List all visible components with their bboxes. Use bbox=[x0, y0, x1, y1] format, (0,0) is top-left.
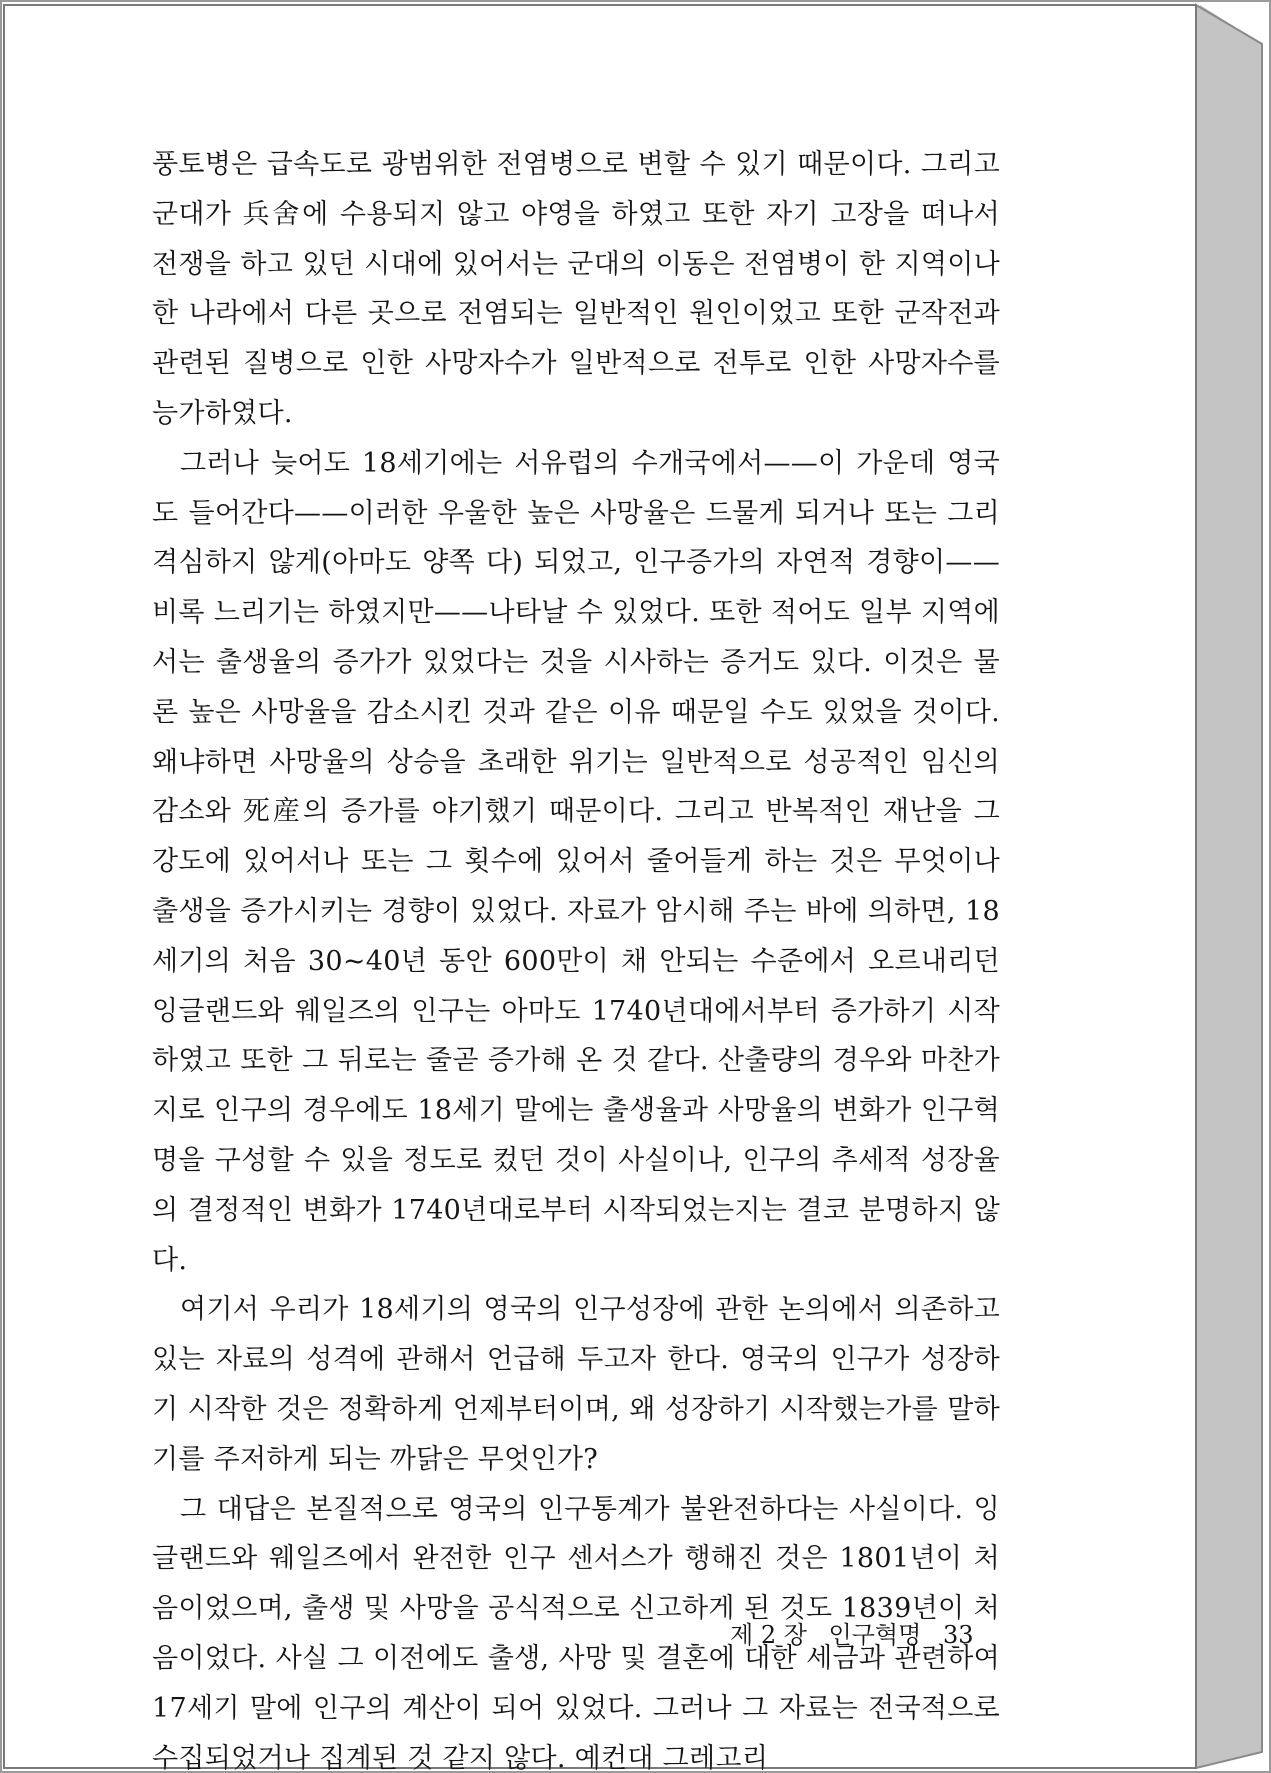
paragraph-3: 여기서 우리가 18세기의 영국의 인구성장에 관한 논의에서 의존하고 있는 자료의 성격에 관해서 언급해 두고자 한다. 영국의 인구가 성장하기 시작한 것은 정확하게 언제부터이며, 왜 성장하기 시작했는가를 말하기를 주저하게 되는 까닭은 무엇인가? bbox=[152, 1294, 1000, 1475]
book-side-edge bbox=[1196, 5, 1262, 1768]
paragraph-1: 풍토병은 급속도로 광범위한 전염병으로 변할 수 있기 때문이다. 그리고 군대가 兵舍에 수용되지 않고 야영을 하였고 또한 자기 고장을 떠나서 전쟁을 하고 있던 시대에 있어서는 군대의 이동은 전염병이 한 지역이나 한 나라에서 다른 곳으로 전염되는 일반적인 원인이었고 또한 군작전과 관련된 질병으로 인한 사망자수가 일반적으로 전투로 인한 사망자수를 능가하였다. bbox=[152, 149, 1000, 429]
page-footer bbox=[730, 1615, 974, 1650]
paragraph-2: 그러나 늦어도 18세기에는 서유럽의 수개국에서——이 가운데 영국도 들어간다——이러한 우울한 높은 사망율은 드물게 되거나 또는 그리 격심하지 않게(아마도 양쪽 다) 되었고, 인구증가의 자연적 경향이——비록 느리기는 하였지만——나타날 수 있었다. 또한 적어도 일부 지역에서는 출생율의 증가가 있었다는 것을 시사하는 증거도 있다. 이것은 물론 높은 사망율을 감소시킨 것과 같은 이유 때문일 수도 있었을 것이다. 왜냐하면 사망율의 상승을 초래한 위기는 일반적으로 성공적인 임신의 감소와 死産의 증가를 야기했기 때문이다. 그리고 반복적인 재난을 그 강도에 있어서나 또는 그 횟수에 있어서 줄어들게 하는 것은 무엇이나 출생을 증가시키는 경향이 있었다. 자료가 암시해 주는 바에 의하면, 18세기의 처음 30~40년 동안 600만이 채 안되는 수준에서 오르내리던 잉글랜드와 웨일즈의 인구는 아마도 1740년대에서부터 증가하기 시작하였고 또한 그 뒤로는 줄곧 증가해 온 것 같다. 산출량의 경우와 마찬가지로 인구의 경우에도 18세기 말에는 출생율과 사망율의 변화가 인구혁명을 구성할 수 있을 정도로 컸던 것이 사실이나, 인구의 추세적 성장율의 결정적인 변화가 1740년대로부터 시작되었는지는 결코 분명하지 않다. bbox=[152, 447, 1000, 1276]
body-text bbox=[152, 140, 1000, 1773]
footer-chapter: 제 2 장 bbox=[730, 1621, 807, 1649]
paragraph-4: 그 대답은 본질적으로 영국의 인구통계가 불완전하다는 사실이다. 잉글랜드와 웨일즈에서 완전한 인구 센서스가 행해진 것은 1801년이 처음이었으며, 출생 및 사망을 공식적으로 신고하게 된 것도 1839년이 처음이었다. 사실 그 이전에도 출생, 사망 및 결혼에 대한 세금과 관련하여 17세기 말에 인구의 계산이 되어 있었다. 그러나 그 자료는 전국적으로 수집되었거나 집계된 것 같지 않다. 예컨대 그레고리 bbox=[152, 1493, 1000, 1773]
footer-chapter-title: 인구혁명 bbox=[828, 1621, 922, 1649]
page-number: 33 bbox=[942, 1621, 974, 1649]
